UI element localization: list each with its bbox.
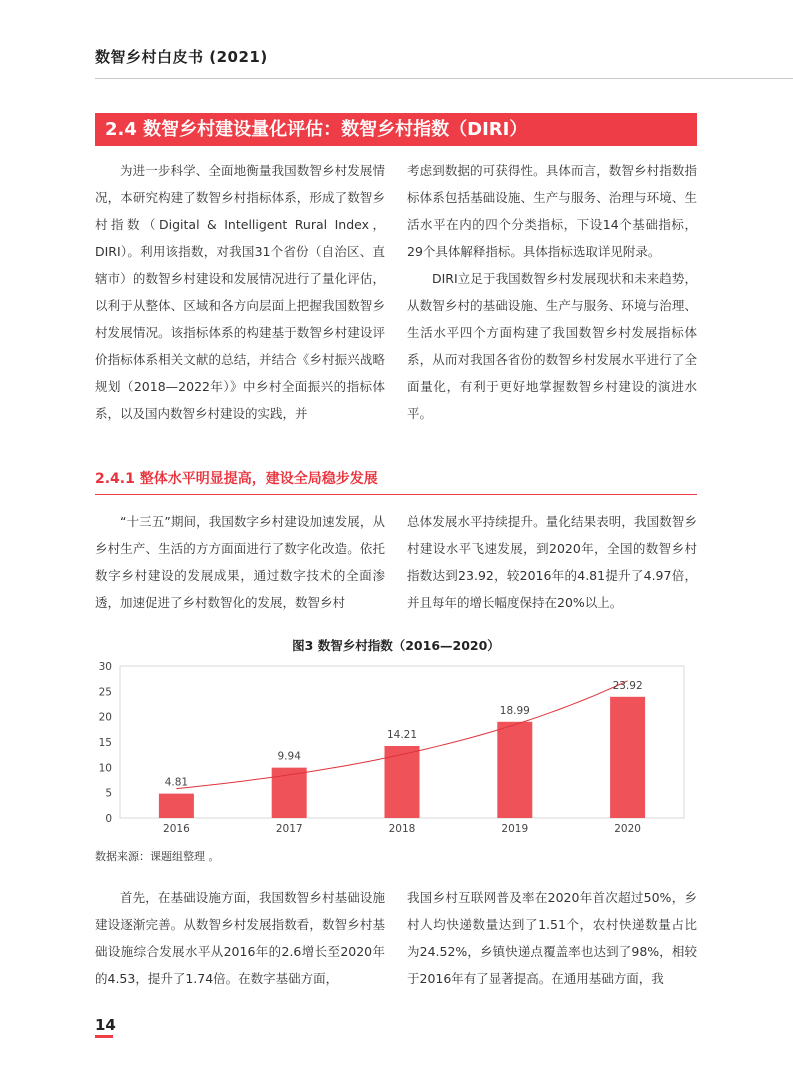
subsection-right-paragraph: 总体发展水平持续提升。量化结果表明，我国数智乡村建设水平飞速发展，到2020年，全国的数智乡村指数达到23.92，较2016年的4.81提升了4.97倍，并且每年的增长幅度保持在20%以上。	[407, 514, 697, 610]
data-source-note: 数据来源：课题组整理 。	[95, 850, 220, 863]
y-tick-label: 25	[98, 686, 112, 699]
y-tick-label: 20	[98, 711, 112, 724]
intro-left-paragraph: 为进一步科学、全面地衡量我国数智乡村发展情况，本研究构建了数智乡村指标体系，形成了数智乡村指数（Digital & Intelligent Rural Index，DIRI）。利用该指数，对我国31个省份（自治区、直辖市）的数智乡村建设和发展情况进行了量化评估，以利于从整体、区域和各方向层面上把握我国数智乡村发展情况。该指标体系的构建基于数智乡村建设评价指标体系相关文献的总结，并结合《乡村振兴战略规划（2018—2022年）》中乡村全面振兴的指标体系，以及国内数智乡村建设的实践，并	[95, 163, 385, 421]
bars	[159, 697, 645, 818]
subsection-left-paragraph: “十三五”期间，我国数字乡村建设加速发展，从乡村生产、生活的方方面面进行了数字化改造。依托数字乡村建设的发展成果，通过数字技术的全面渗透，加速促进了乡村数智化的发展，数智乡村	[95, 514, 385, 610]
x-tick-label: 2019	[501, 823, 529, 835]
chart-title: 图3 数智乡村指数（2016—2020）	[292, 638, 500, 653]
running-header-title: 数智乡村白皮书 (2021)	[95, 48, 268, 66]
section-title-banner: 2.4 数智乡村建设量化评估：数智乡村指数（DIRI）	[95, 113, 697, 146]
x-tick-label: 2020	[614, 823, 641, 835]
y-axis-ticks	[99, 661, 112, 825]
bar-value-label: 4.81	[164, 776, 189, 789]
subsection-title: 2.4.1 整体水平明显提高，建设全局稳步发展	[95, 471, 378, 487]
body-left-column	[95, 884, 385, 992]
x-tick-label: 2016	[163, 823, 190, 835]
body-right-paragraph: 我国乡村互联网普及率在2020年首次超过50%，乡村人均快递数量达到了1.51个，农村快递数量占比为24.52%，乡镇快递点覆盖率也达到了98%，相较于2016年有了显著提高。在通用基础方面，我	[407, 890, 697, 986]
intro-left-column	[95, 157, 385, 427]
x-tick-label: 2018	[388, 823, 416, 835]
page-number-underline	[95, 1035, 113, 1038]
diri-bar-chart	[88, 660, 698, 840]
x-axis-ticks	[163, 823, 641, 835]
y-tick-label: 10	[98, 762, 112, 775]
subsection-right-column	[407, 508, 697, 616]
bar-value-label: 23.92	[612, 679, 643, 692]
subsection-divider	[95, 494, 697, 495]
bar-2020	[610, 697, 645, 818]
body-left-paragraph: 首先，在基础设施方面，我国数智乡村基础设施建设逐渐完善。从数智乡村发展指数看，数智乡村基础设施综合发展水平从2016年的2.6增长至2020年的4.53，提升了1.74倍。在数字基础方面，	[95, 890, 385, 986]
intro-right-paragraph-1: 考虑到数据的可获得性。具体而言，数智乡村指数指标体系包括基础设施、生产与服务、治理与环境、生活水平在内的四个分类指标，下设14个基础指标，29个具体解释指标。具体指标选取详见附录。	[407, 163, 697, 259]
x-tick-label: 2017	[275, 823, 303, 835]
y-tick-label: 15	[98, 737, 112, 749]
bar-2016	[159, 794, 194, 818]
subsection-left-column	[95, 508, 385, 616]
bar-2019	[497, 722, 532, 818]
intro-right-paragraph-2: DIRI立足于我国数智乡村发展现状和未来趋势，从数智乡村的基础设施、生产与服务、环境与治理、生活水平四个方面构建了我国数智乡村发展指标体系，从而对我国各省份的数智乡村发展水平进行了全面量化，有利于更好地掌握数智乡村建设的演进水平。	[407, 271, 697, 421]
body-right-column	[407, 884, 697, 992]
y-tick-label: 0	[105, 813, 112, 825]
bar-value-label: 9.94	[277, 750, 301, 763]
y-tick-label: 5	[105, 787, 112, 800]
intro-right-column	[407, 157, 697, 427]
bar-value-label: 14.21	[386, 729, 418, 742]
page-number: 14	[95, 1016, 116, 1034]
bar-value-label: 18.99	[499, 704, 530, 717]
y-tick-label: 30	[98, 661, 112, 673]
header-divider	[95, 78, 793, 79]
